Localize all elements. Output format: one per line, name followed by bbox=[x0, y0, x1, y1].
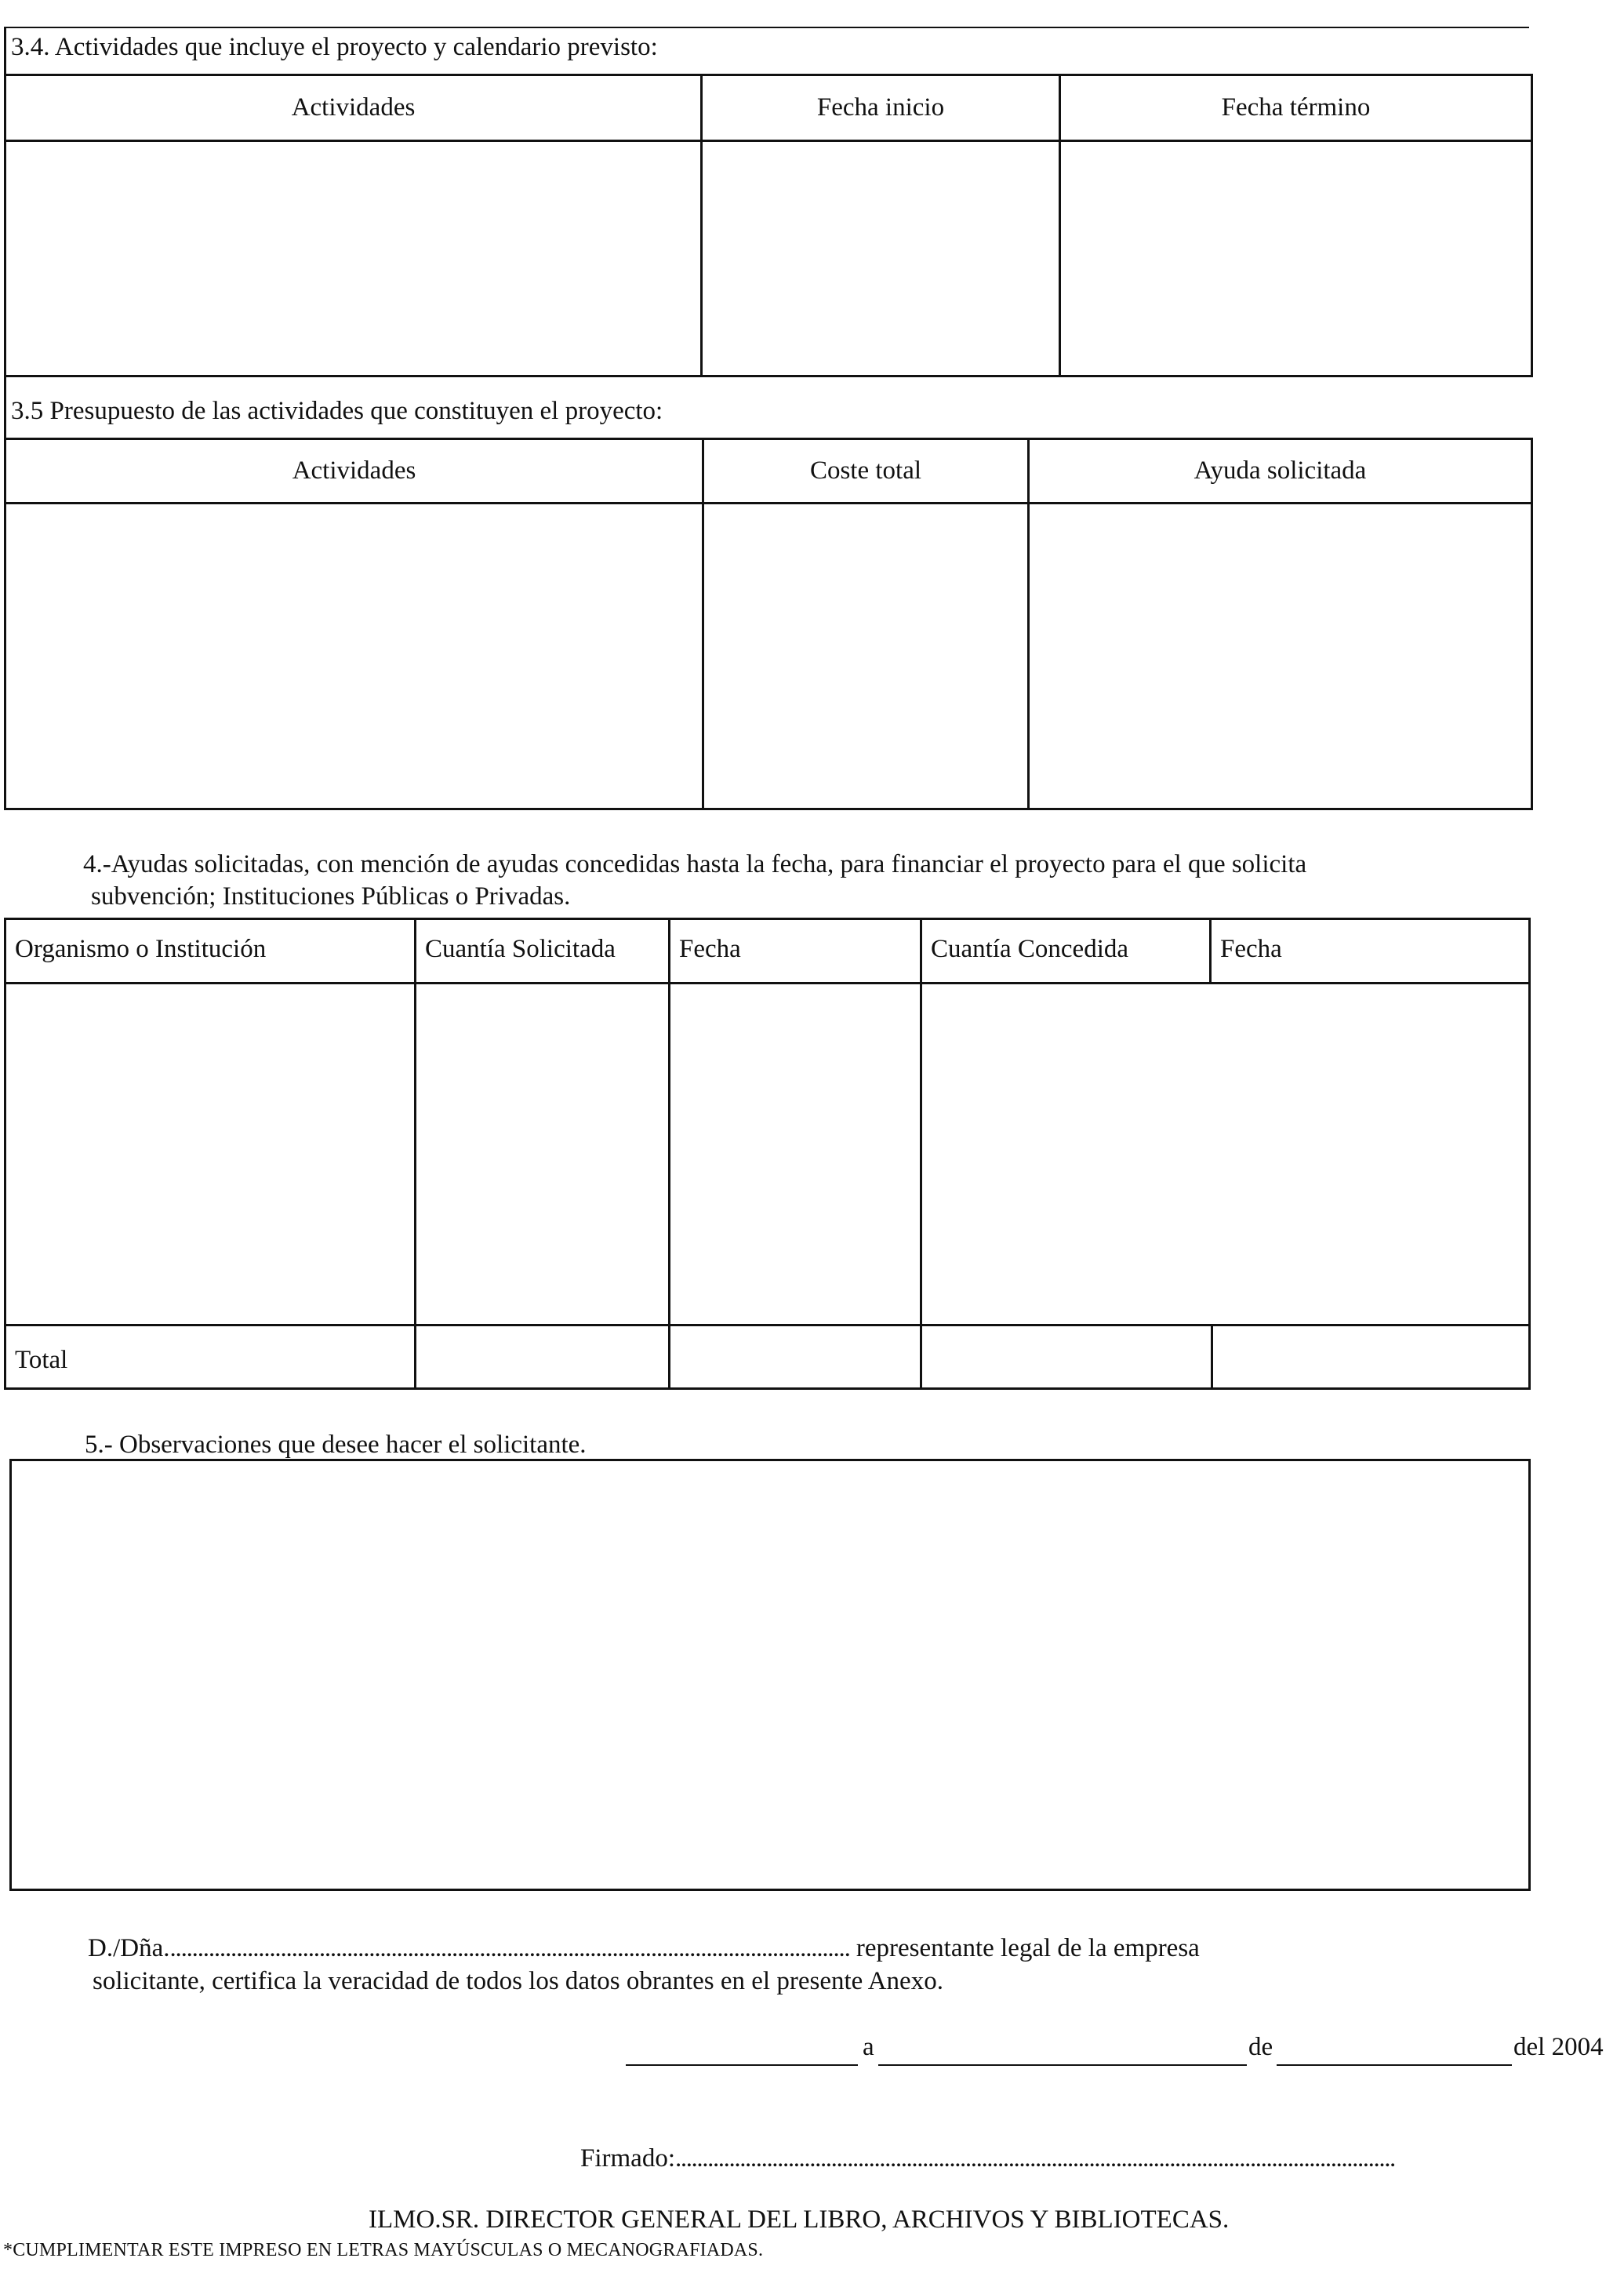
total-cuantia-solicitada[interactable] bbox=[416, 1326, 668, 1387]
section-3-5-title: 3.5 Presupuesto de las actividades que constituyen el proyecto: bbox=[11, 397, 663, 425]
col-header-coste-total: Coste total bbox=[703, 439, 1029, 504]
certification-suffix: representante legal de la empresa bbox=[849, 1934, 1200, 1962]
section-3-5-frame bbox=[4, 375, 6, 439]
cell-actividades-budget[interactable] bbox=[5, 504, 703, 809]
cell-fecha-termino[interactable] bbox=[1060, 141, 1532, 376]
certification-line1 bbox=[88, 1934, 1200, 1964]
section-4-line2: subvención; Instituciones Públicas o Privadas. bbox=[91, 882, 571, 911]
total-fecha-1[interactable] bbox=[670, 1326, 920, 1387]
certification-line2: solicitante, certifica la veracidad de todos los datos obrantes en el presente Anexo. bbox=[93, 1967, 943, 1995]
col-header-actividades: Actividades bbox=[5, 75, 702, 141]
footer-note: *CUMPLIMENTAR ESTE IMPRESO EN LETRAS MAYÚSCULAS O MECANOGRAFIADAS. bbox=[3, 2240, 764, 2260]
signature-line bbox=[580, 2144, 1395, 2174]
cell-ayuda-solicitada[interactable] bbox=[1029, 504, 1532, 809]
col-header-cuantia-solicitada: Cuantía Solicitada bbox=[425, 935, 616, 963]
certification-prefix: D./Dña. bbox=[88, 1934, 170, 1962]
col-header-cuantia-concedida: Cuantía Concedida bbox=[931, 935, 1129, 963]
budget-table bbox=[4, 438, 1533, 810]
date-de-label: de bbox=[1248, 2033, 1273, 2061]
signature-label: Firmado: bbox=[580, 2144, 675, 2173]
top-rule bbox=[4, 27, 1529, 28]
col-header-fecha-2: Fecha bbox=[1220, 935, 1282, 963]
col-header-organismo: Organismo o Institución bbox=[15, 935, 267, 963]
addressee: ILMO.SR. DIRECTOR GENERAL DEL LIBRO, ARCHIVOS Y BIBLIOTECAS. bbox=[369, 2205, 1230, 2234]
section-3-4-frame bbox=[4, 27, 6, 75]
cell-concedida[interactable] bbox=[922, 984, 1528, 1324]
activities-schedule-table bbox=[4, 74, 1533, 377]
signature-dots[interactable]: ...................................................................................................................................... bbox=[675, 2144, 1395, 2173]
section-4-line1: 4.-Ayudas solicitadas, con mención de ayudas concedidas hasta la fecha, para financiar el proyecto para el que solicita bbox=[83, 850, 1307, 878]
certification-name-dots[interactable]: ........................................................................................................................... bbox=[169, 1934, 850, 1962]
observations-box[interactable] bbox=[9, 1459, 1531, 1891]
total-fecha-2[interactable] bbox=[1213, 1326, 1528, 1387]
cell-coste-total[interactable] bbox=[703, 504, 1029, 809]
date-day-line[interactable] bbox=[878, 2064, 1247, 2066]
col-header-ayuda-solicitada: Ayuda solicitada bbox=[1029, 439, 1532, 504]
cell-cuantia-solicitada[interactable] bbox=[416, 984, 668, 1324]
cell-fecha-1[interactable] bbox=[670, 984, 920, 1324]
date-month-line[interactable] bbox=[1277, 2064, 1512, 2066]
cell-organismo[interactable] bbox=[6, 984, 414, 1324]
col-header-fecha-1: Fecha bbox=[679, 935, 741, 963]
date-a-label: a bbox=[863, 2033, 874, 2061]
aid-col-divider-4-header bbox=[1209, 918, 1212, 982]
aid-table bbox=[4, 918, 1531, 1390]
total-cuantia-concedida[interactable] bbox=[922, 1326, 1211, 1387]
date-place-line[interactable] bbox=[626, 2064, 858, 2066]
col-header-fecha-termino: Fecha término bbox=[1060, 75, 1532, 141]
cell-actividades[interactable] bbox=[5, 141, 702, 376]
col-header-actividades-budget: Actividades bbox=[5, 439, 703, 504]
date-year-label: del 2004 bbox=[1513, 2033, 1604, 2061]
col-header-fecha-inicio: Fecha inicio bbox=[702, 75, 1060, 141]
total-label: Total bbox=[15, 1346, 68, 1374]
cell-fecha-inicio[interactable] bbox=[702, 141, 1060, 376]
section-3-4-title: 3.4. Actividades que incluye el proyecto y calendario previsto: bbox=[11, 33, 658, 61]
section-5-title: 5.- Observaciones que desee hacer el solicitante. bbox=[85, 1431, 587, 1459]
